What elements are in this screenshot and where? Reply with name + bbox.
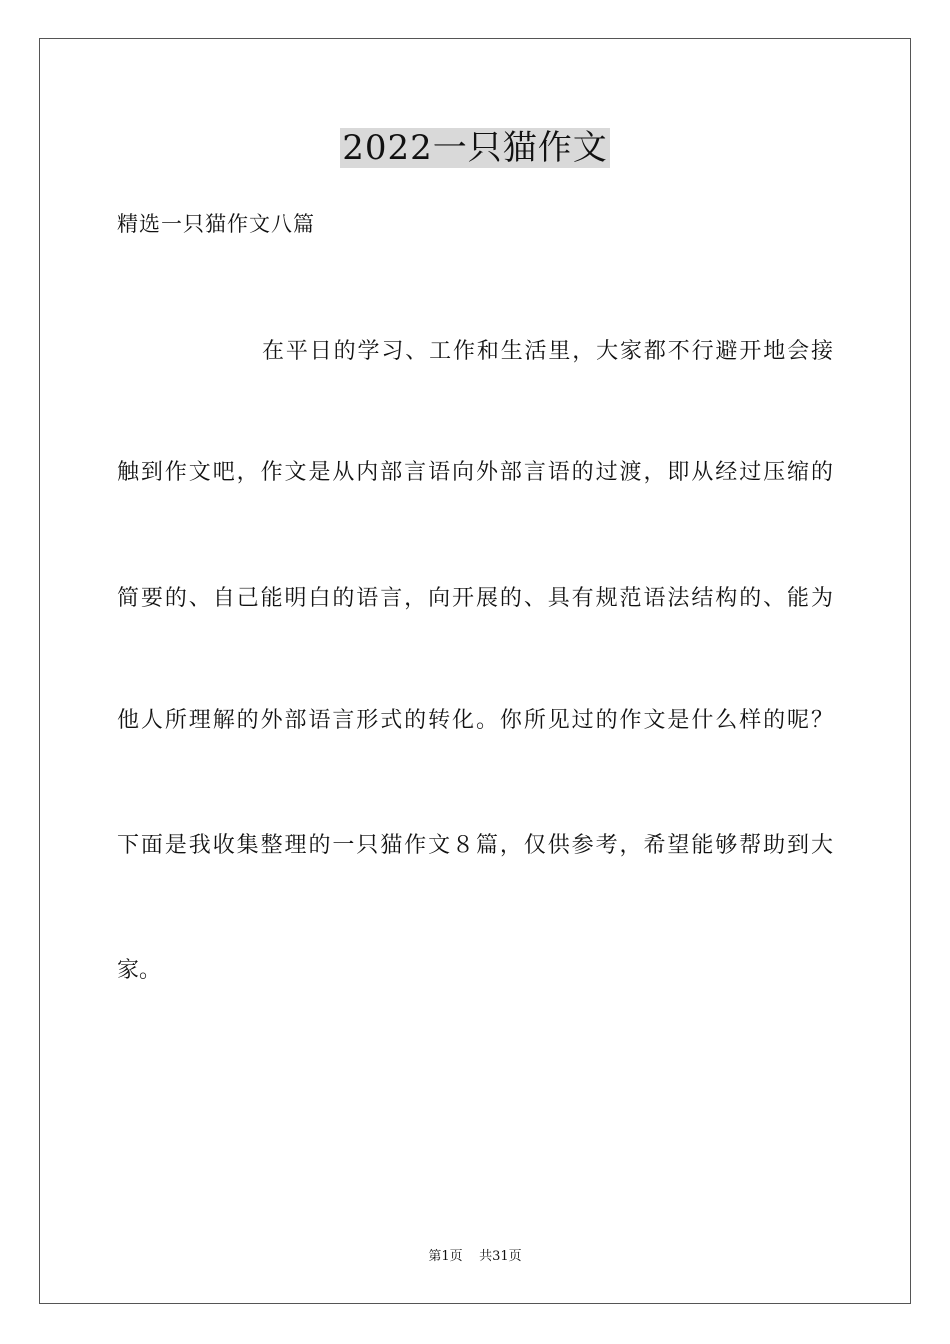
paragraph-line: 简要的、自己能明白的语言，向开展的、具有规范语法结构的、能为 [117,586,833,611]
page-footer [0,1248,950,1266]
title-container [0,128,950,168]
page-number: 第1页 [428,1249,463,1264]
paragraph-line: 在平日的学习、工作和生活里，大家都不行避开地会接 [262,339,833,364]
document-subtitle: 精选一只猫作文八篇 [117,212,315,236]
paragraph-line: 下面是我收集整理的一只猫作文８篇，仅供参考，希望能够帮助到大 [117,833,833,858]
paragraph-line: 触到作文吧，作文是从内部言语向外部言语的过渡，即从经过压缩的 [117,460,833,485]
paragraph-line: 他人所理解的外部语言形式的转化。你所见过的作文是什么样的呢？ [117,708,833,733]
paragraph-line: 家。 [117,958,162,983]
document-title: 2022一只猫作文 [342,128,608,168]
page-total: 共31页 [479,1249,522,1264]
